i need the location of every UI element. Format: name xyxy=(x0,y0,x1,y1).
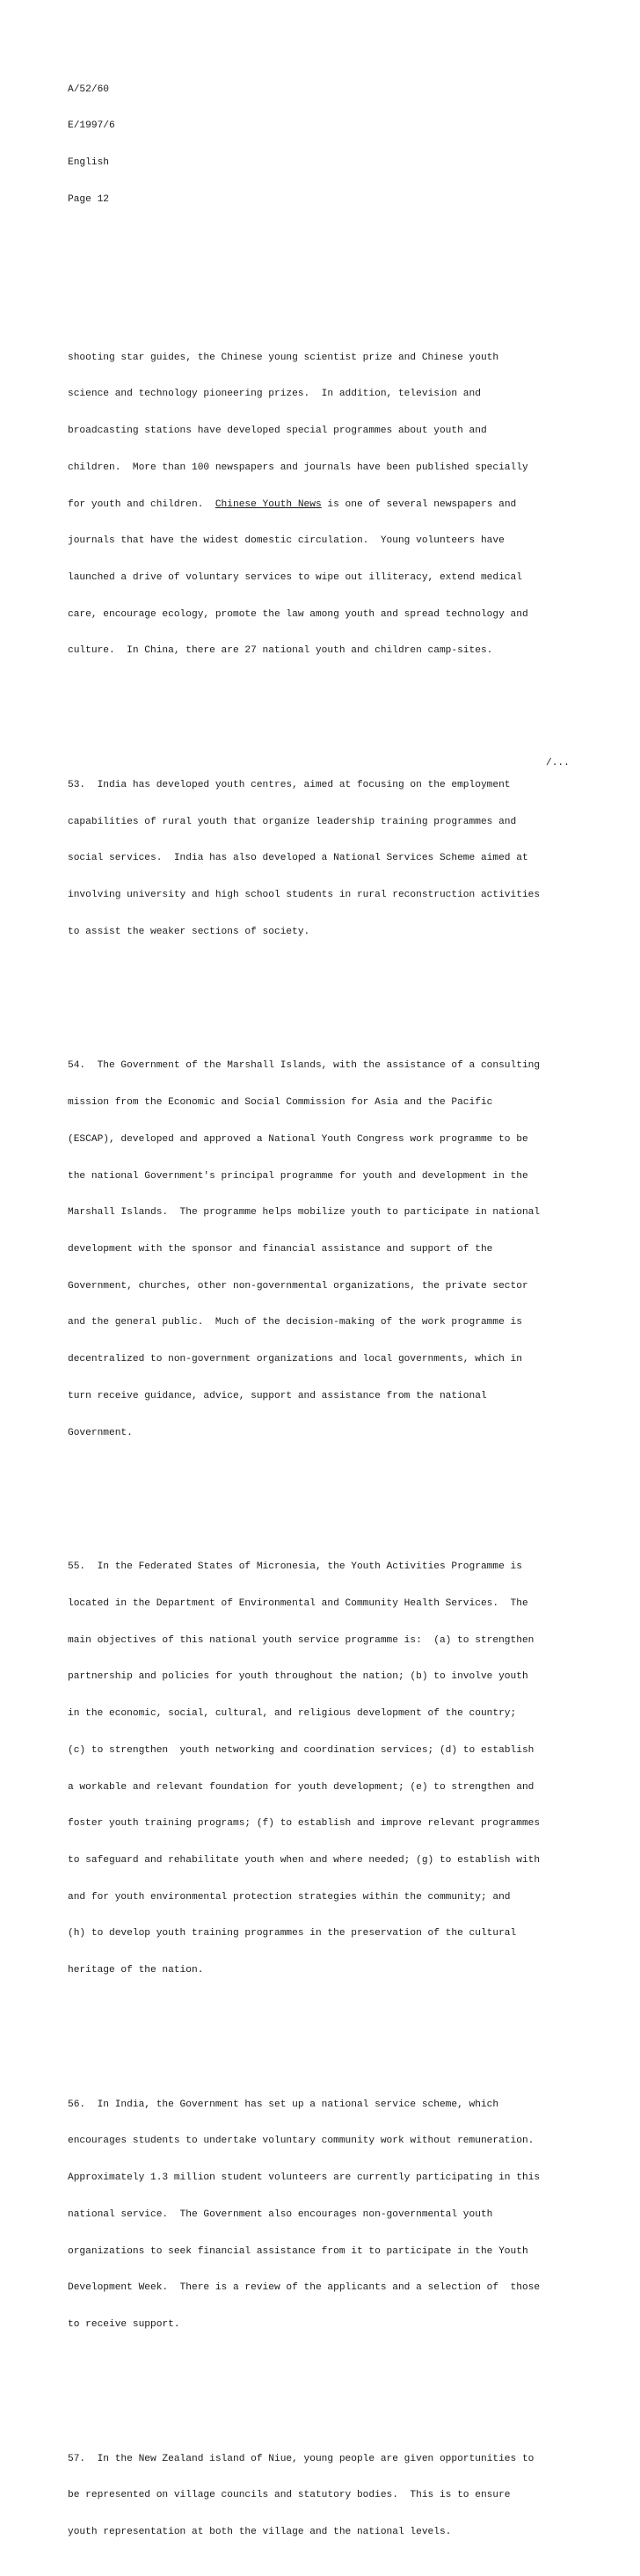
text-line: shooting star guides, the Chinese young scientist prize and Chinese youth xyxy=(68,352,499,363)
text-line: mission from the Economic and Social Commission for Asia and the Pacific xyxy=(68,1097,493,1109)
text-line: partnership and policies for youth throughout the nation; (b) to involve youth xyxy=(68,1671,528,1683)
text-line: science and technology pioneering prizes. In addition, television and xyxy=(68,389,481,400)
text-line: organizations to seek financial assistance from it to participate in the Youth xyxy=(68,2245,528,2257)
text-line: involving university and high school students in rural reconstruction activities xyxy=(68,890,541,901)
text-line: broadcasting stations have developed special programmes about youth and xyxy=(68,426,487,437)
text-line: encourages students to undertake voluntary community work without remuneration. xyxy=(68,2136,535,2147)
text-line: and for youth environmental protection strategies within the community; and xyxy=(68,1891,511,1903)
text-line xyxy=(68,499,578,512)
text-line: main objectives of this national youth service programme is: (a) to strengthen xyxy=(68,1634,535,1646)
page-number: Page 12 xyxy=(68,193,109,205)
document-page xyxy=(68,35,578,2576)
paragraph-57 xyxy=(68,2429,578,2564)
text-line: 56. In India, the Government has set up a national service scheme, which xyxy=(68,2099,499,2110)
text-line: Approximately 1.3 million student volunteers are currently participating in this xyxy=(68,2172,541,2184)
text-line: 57. In the New Zealand island of Niue, young people are given opportunities to xyxy=(68,2453,535,2464)
text-line: development with the sponsor and financial assistance and support of the xyxy=(68,1244,493,1255)
publication-title: Chinese Youth News xyxy=(215,498,322,510)
text-line: and the general public. Much of the decision-making of the work programme is xyxy=(68,1317,522,1328)
text-line: heritage of the nation. xyxy=(68,1965,204,1976)
text-line: capabilities of rural youth that organize leadership training programmes and xyxy=(68,816,517,827)
document-header xyxy=(68,60,578,231)
paragraph-continued xyxy=(68,328,578,682)
text-line: to safeguard and rehabilitate youth when and where needed; (g) to establish with xyxy=(68,1854,541,1866)
text-line: children. More than 100 newspapers and journals have been published specially xyxy=(68,462,528,473)
text-line: culture. In China, there are 27 national youth and children camp-sites. xyxy=(68,645,493,657)
document-symbol: A/52/60 xyxy=(68,84,109,95)
text-line: 54. The Government of the Marshall Islands, with the assistance of a consulting xyxy=(68,1060,541,1072)
text-line: journals that have the widest domestic circulation. Young volunteers have xyxy=(68,535,505,547)
text-line: social services. India has also developed a National Services Scheme aimed at xyxy=(68,853,528,864)
text-line: Development Week. There is a review of the applicants and a selection of those xyxy=(68,2282,541,2294)
text-line: be represented on village councils and statutory bodies. This is to ensure xyxy=(68,2490,511,2501)
text-line: national service. The Government also encourages non-governmental youth xyxy=(68,2209,493,2220)
text-line: (c) to strengthen youth networking and coordination services; (d) to establish xyxy=(68,1744,535,1756)
text-line: the national Government's principal programme for youth and development in the xyxy=(68,1170,528,1182)
text-line: 53. India has developed youth centres, aimed at focusing on the employment xyxy=(68,780,511,790)
text-run: for youth and children. xyxy=(68,498,215,510)
text-line: to assist the weaker sections of society. xyxy=(68,926,310,937)
text-line: Government, churches, other non-governmental organizations, the private sector xyxy=(68,1280,528,1292)
text-line: to receive support. xyxy=(68,2318,180,2330)
text-line: foster youth training programs; (f) to establish and improve relevant programmes xyxy=(68,1818,541,1830)
document-language: English xyxy=(68,157,109,169)
document-symbol-2: E/1997/6 xyxy=(68,120,115,132)
text-line: decentralized to non-government organizations and local governments, which in xyxy=(68,1354,522,1365)
text-line: in the economic, social, cultural, and religious development of the country; xyxy=(68,1708,517,1720)
paragraph-54 xyxy=(68,1037,578,1465)
text-line: youth representation at both the village and the national levels. xyxy=(68,2526,452,2537)
text-line: (ESCAP), developed and approved a National Youth Congress work programme to be xyxy=(68,1133,528,1145)
text-run: is one of several newspapers and xyxy=(321,498,517,510)
paragraph-56 xyxy=(68,2075,578,2356)
paragraph-53 xyxy=(68,755,578,963)
text-line: care, encourage ecology, promote the law among youth and spread technology and xyxy=(68,608,528,620)
text-line: (h) to develop youth training programmes in the preservation of the cultural xyxy=(68,1928,517,1939)
text-line: Government. xyxy=(68,1427,133,1438)
text-line: 55. In the Federated States of Micronesia, the Youth Activities Programme is xyxy=(68,1561,522,1573)
text-line: turn receive guidance, advice, support and assistance from the national xyxy=(68,1390,487,1401)
text-line: launched a drive of voluntary services to wipe out illiteracy, extend medical xyxy=(68,572,522,583)
paragraph-55 xyxy=(68,1537,578,2001)
continuation-marker: /... xyxy=(546,758,570,768)
text-line: located in the Department of Environmental and Community Health Services. The xyxy=(68,1597,528,1609)
text-line: a workable and relevant foundation for youth development; (e) to strengthen and xyxy=(68,1781,535,1793)
text-line: Marshall Islands. The programme helps mobilize youth to participate in national xyxy=(68,1207,541,1219)
